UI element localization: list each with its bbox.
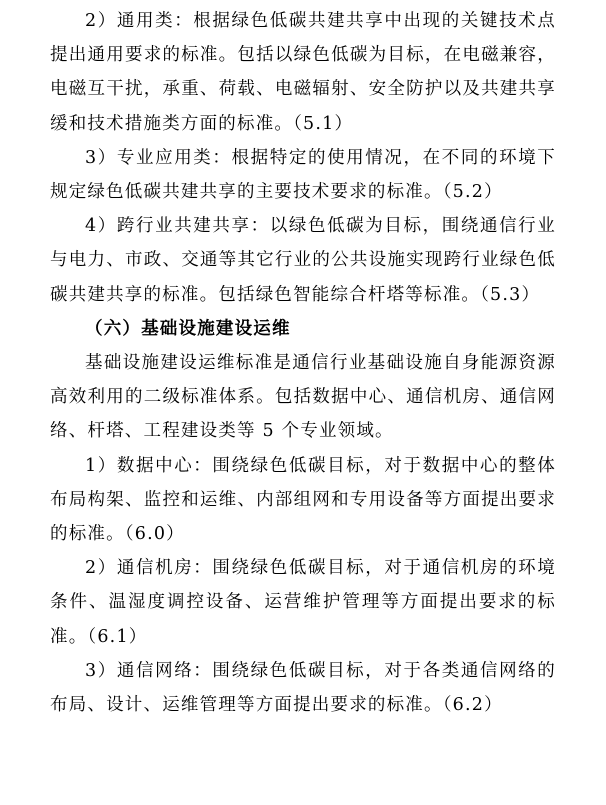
paragraph-cross-industry-sharing: 4）跨行业共建共享：以绿色低碳为目标，围绕通信行业与电力、市政、交通等其它行业的公共设施实现跨行业绿色低碳共建共享的标准。包括绿色智能综合杆塔等标准。（5.3） <box>50 216 556 305</box>
document-page <box>50 4 556 722</box>
section-heading-infrastructure-operations: （六）基础设施建设运维 <box>85 318 291 339</box>
paragraph-infrastructure-intro: 基础设施建设运维标准是通信行业基础设施自身能源资源高效利用的二级标准体系。包括数据中心、通信机房、通信网络、杆塔、工程建设类等 5 个专业领域。 <box>50 353 556 442</box>
paragraph-data-center: 1）数据中心：围绕绿色低碳目标，对于数据中心的整体布局构架、监控和运维、内部组网和专用设备等方面提出要求的标准。（6.0） <box>50 455 556 545</box>
paragraph-professional-application: 3）专业应用类：根据特定的使用情况，在不同的环境下规定绿色低碳共建共享的主要技术要求的标准。（5.2） <box>50 147 556 203</box>
paragraph-communication-room: 2）通信机房：围绕绿色低碳目标，对于通信机房的环境条件、温湿度调控设备、运营维护管理等方面提出要求的标准。（6.1） <box>50 558 556 647</box>
paragraph-communication-network: 3）通信网络：围绕绿色低碳目标，对于各类通信网络的布局、设计、运维管理等方面提出要求的标准。（6.2） <box>50 660 556 716</box>
paragraph-general-standards: 2）通用类：根据绿色低碳共建共享中出现的关键技术点提出通用要求的标准。包括以绿色低碳为目标，在电磁兼容，电磁互干扰，承重、荷载、电磁辐射、安全防护以及共建共享缓和技术措施类方面的标准。（5.1） <box>50 11 556 134</box>
